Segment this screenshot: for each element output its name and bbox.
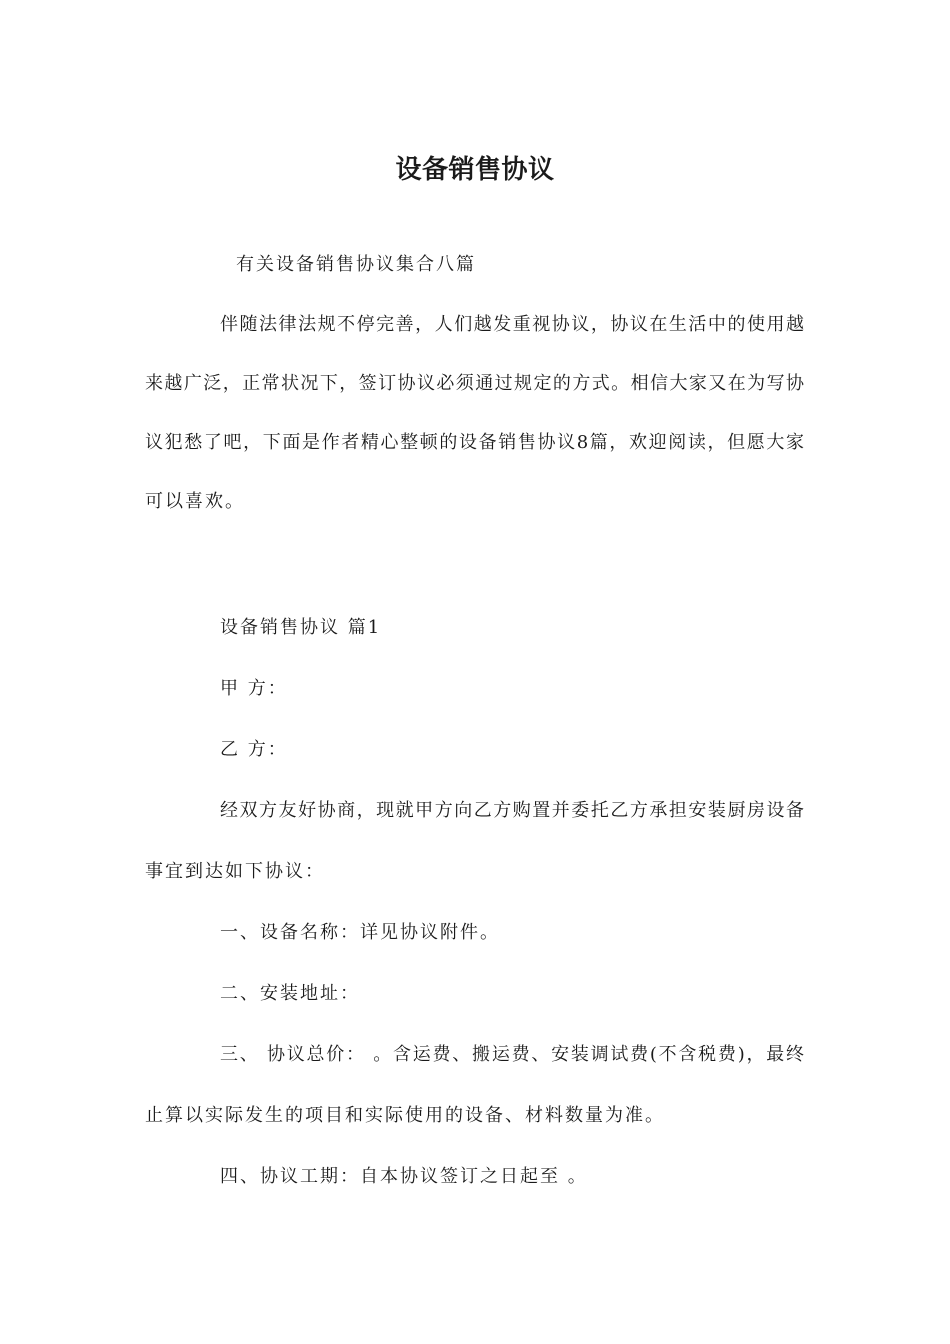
clause-total-price: 三、 协议总价： 。含运费、搬运费、安装调试费(不含税费)，最终 [220,1044,805,1065]
document-subtitle: 有关设备销售协议集合八篇 [236,254,476,275]
intro-line: 来越广泛，正常状况下，签订协议必须通过规定的方式。相信大家又在为写协 [145,373,805,394]
section-heading: 设备销售协议 篇1 [220,617,382,638]
intro-line: 伴随法律法规不停完善，人们越发重视协议，协议在生活中的使用越 [220,314,805,335]
party-b-label: 乙 方： [220,739,288,760]
party-a-label: 甲 方： [220,678,288,699]
intro-line: 可以喜欢。 [145,491,245,512]
preamble-line: 事宜到达如下协议： [145,861,325,882]
clause-install-address: 二、安装地址： [220,983,360,1004]
clause-contract-period: 四、协议工期：自本协议签订之日起至 。 [220,1166,588,1187]
clause-equipment-name: 一、设备名称：详见协议附件。 [220,922,500,943]
intro-line: 议犯愁了吧，下面是作者精心整顿的设备销售协议8篇，欢迎阅读，但愿大家 [145,432,805,453]
clause-total-price-cont: 止算以实际发生的项目和实际使用的设备、材料数量为准。 [145,1105,665,1126]
document-title: 设备销售协议 [395,155,555,185]
preamble-line: 经双方友好协商，现就甲方向乙方购置并委托乙方承担安装厨房设备 [220,800,805,821]
